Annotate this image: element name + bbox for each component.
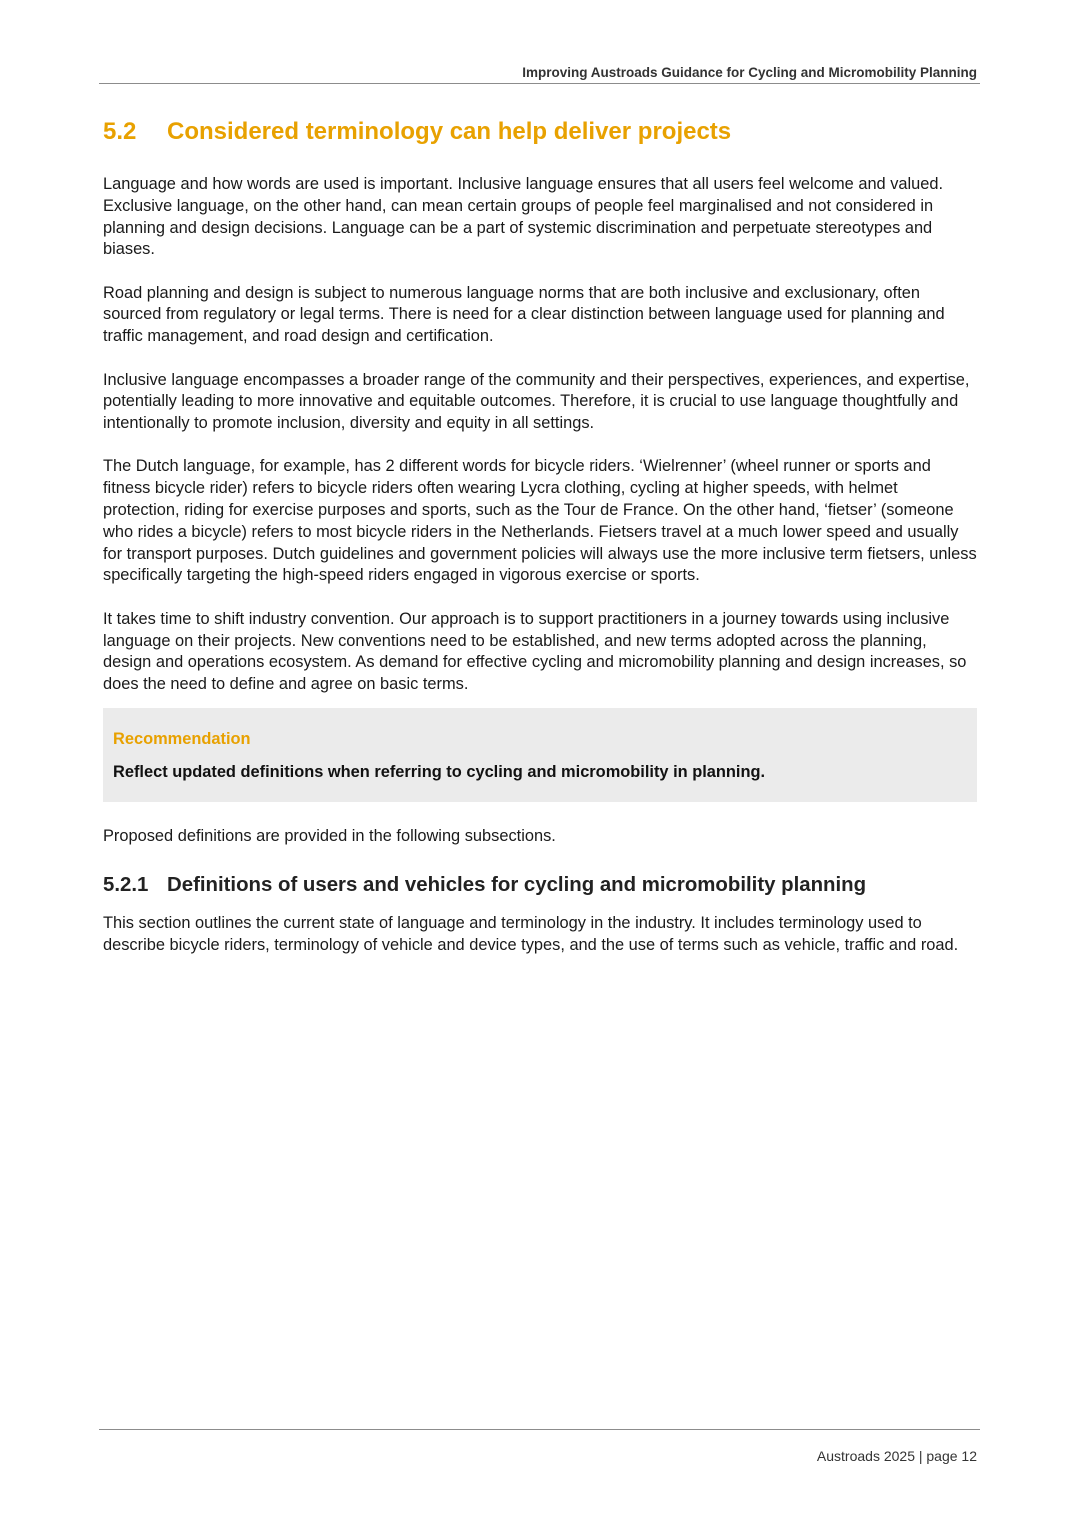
- paragraph-3: Inclusive language encompasses a broader range of the community and their perspectives, experiences, and expertise, potentially leading to more innovative and equitable outcomes. Therefore, it is crucial to use language thoughtfully and intentionally to promote inclusion, diversity and equity in all settings.: [103, 370, 970, 433]
- page-content: [103, 113, 977, 978]
- running-header: Improving Austroads Guidance for Cycling and Micromobility Planning: [522, 65, 977, 80]
- section-number: 5.2: [103, 118, 137, 145]
- footer-rule: [99, 1429, 980, 1430]
- page-footer: Austroads 2025 | page 12: [816, 1448, 977, 1464]
- subsection-heading: [103, 870, 977, 900]
- section-title: Considered terminology can help deliver projects: [167, 118, 732, 145]
- paragraph-1: Language and how words are used is important. Inclusive language ensures that all users feel welcome and valued. Exclusive language, on the other hand, can mean certain groups of people feel marginalised and not considered in planning and design decisions. Language can be a part of systemic discrimination and perpetuate stereotypes and biases.: [103, 175, 944, 259]
- recommendation-title: Recommendation: [113, 730, 251, 749]
- paragraph-2: Road planning and design is subject to numerous language norms that are both inclusive and exclusionary, often sourced from regulatory or legal terms. There is need for a clear distinction between language used for planning and traffic management, and road design and certification.: [103, 283, 945, 346]
- recommendation-text: Reflect updated definitions when referring to cycling and micromobility in planning.: [113, 763, 766, 782]
- header-rule: [99, 83, 980, 84]
- recommendation-box: [103, 708, 977, 802]
- paragraph-5: It takes time to shift industry convention. Our approach is to support practitioners in a journey towards using inclusive language on their projects. New conventions need to be established, and new terms adopted across the planning, design and operations ecosystem. As demand for effective cycling and micromobility planning and design increases, so does the need to define and agree on basic terms.: [103, 609, 967, 694]
- subsection-title: Definitions of users and vehicles for cycling and micromobility planning: [167, 873, 867, 896]
- section-heading: [103, 113, 977, 151]
- subsection-paragraph: This section outlines the current state of language and terminology in the industry. It includes terminology used to describe bicycle riders, terminology of vehicle and device types, and the use of terms such as vehicle, traffic and road.: [103, 913, 959, 954]
- paragraph-4: The Dutch language, for example, has 2 different words for bicycle riders. ‘Wielrenner’ (wheel runner or sports and fitness bicycle rider) refers to bicycle riders often wearing Lycra clothing, cycling at higher speeds, with helmet protection, riding for exercise purposes and sports, such as the Tour de France. On the other hand, ‘fietser’ (someone who rides a bicycle) refers to most bicycle riders in the Netherlands. Fietsers travel at a much lower speed and usually for transport purposes. Dutch guidelines and government policies will always use the more inclusive term fietsers, unless specifically targeting the high-speed riders engaged in vigorous exercise or sports.: [103, 457, 977, 585]
- paragraph-proposed-definitions: Proposed definitions are provided in the following subsections.: [103, 827, 556, 846]
- subsection-number: 5.2.1: [103, 873, 149, 896]
